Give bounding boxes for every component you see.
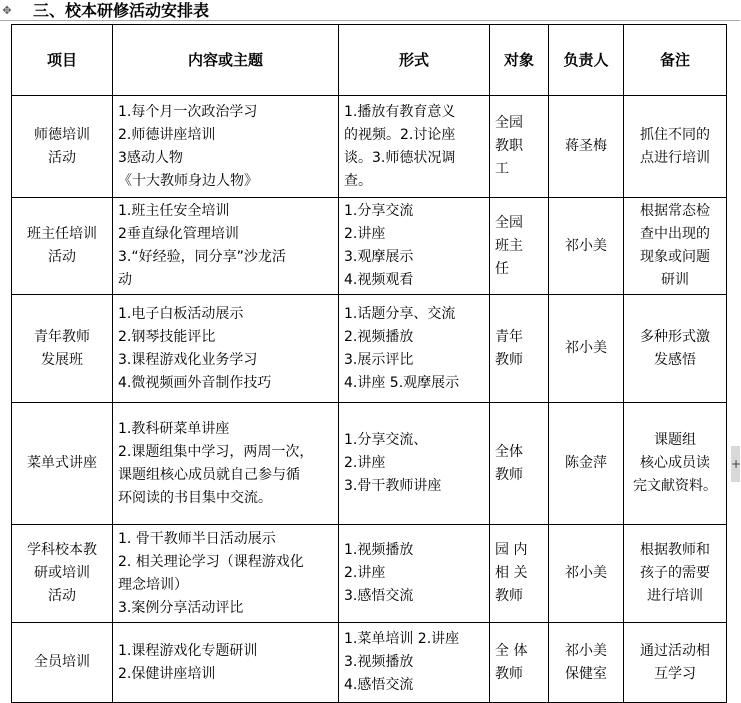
target-cell-line: 任 [495, 260, 509, 277]
expand-tab[interactable]: + [731, 446, 740, 482]
owner-cell-line: 陈金萍 [565, 455, 607, 471]
form-cell-line: 2.视频播放 [344, 328, 414, 345]
table-row [12, 96, 727, 198]
form-cell [339, 295, 490, 403]
note-cell-line: 孩子的需要 [640, 565, 710, 581]
project-cell-line: 全员培训 [34, 654, 90, 670]
content-cell-line: 2.钢琴技能评比 [118, 328, 216, 345]
form-cell [339, 623, 490, 703]
header-form: 形式 [339, 25, 490, 96]
note-cell-line: 根据教师和 [640, 542, 710, 558]
project-cell-line: 研或培训 [34, 565, 90, 581]
note-cell [624, 623, 727, 703]
form-cell-line: 2.讲座 [344, 565, 386, 581]
target-cell-line: 教师 [495, 466, 523, 483]
target-cell-line: 相 关 [495, 565, 528, 581]
project-cell-line: 活动 [48, 249, 76, 265]
owner-cell-line: 保健室 [565, 665, 607, 682]
note-cell-line: 通过活动相 [640, 642, 710, 659]
content-cell [113, 525, 339, 623]
content-cell-line: 1.电子白板活动展示 [118, 305, 244, 322]
note-cell [624, 96, 727, 198]
note-cell [624, 525, 727, 623]
project-cell [12, 295, 113, 403]
target-cell-line: 园 内 [495, 542, 528, 558]
content-cell-line: 理念培训） [118, 576, 188, 593]
target-cell-line: 教师 [495, 665, 523, 682]
content-cell-line: 1.每个月一次政治学习 [118, 103, 258, 120]
form-cell-line: 4.讲座 5.观摩展示 [344, 374, 460, 391]
content-cell-line: 1.教科研菜单讲座 [118, 420, 230, 437]
target-cell-line: 工 [495, 161, 509, 177]
owner-cell [549, 403, 624, 525]
form-cell-line: 3.视频播放 [344, 654, 414, 670]
header-content: 内容或主题 [113, 25, 339, 96]
note-cell-line: 多种形式激 [640, 328, 710, 345]
note-cell [624, 198, 727, 295]
form-cell-line: 3.展示评比 [344, 351, 414, 368]
table-row [12, 295, 727, 403]
content-cell-line: 3.课程游戏化业务学习 [118, 351, 258, 368]
project-cell-line: 师德培训 [34, 126, 90, 143]
table-row [12, 525, 727, 623]
form-cell-line: 4.感悟交流 [344, 677, 414, 693]
target-cell [490, 295, 549, 403]
content-cell-line: 4.微视频画外音制作技巧 [118, 374, 272, 391]
header-project: 项目 [12, 25, 113, 96]
content-cell-line: 2垂直绿化管理培训 [118, 226, 239, 242]
table-row [12, 623, 727, 703]
target-cell [490, 623, 549, 703]
content-cell-line: 3感动人物 [118, 149, 183, 166]
content-cell-line: 环阅读的书目集中交流。 [118, 489, 272, 506]
content-cell [113, 403, 339, 525]
content-cell-line: 1. 骨干教师半日活动展示 [118, 530, 276, 547]
project-cell-line: 菜单式讲座 [27, 455, 97, 471]
target-cell [490, 403, 549, 525]
content-cell-line: 3.“好经验，同分享”沙龙活 [118, 249, 286, 265]
note-cell-line: 查中出现的 [640, 226, 710, 242]
owner-cell [549, 198, 624, 295]
form-cell-line: 的视频。2.讨论座 [344, 126, 456, 143]
note-cell-line: 现象或问题 [640, 249, 710, 265]
form-cell [339, 403, 490, 525]
content-cell-line: 课题组核心成员就自己参与循 [118, 466, 300, 483]
form-cell-line: 1.播放有教育意义 [344, 103, 456, 120]
project-cell [12, 623, 113, 703]
project-cell [12, 403, 113, 525]
project-cell [12, 198, 113, 295]
table-row [12, 403, 727, 525]
content-cell-line: 1.课程游戏化专题研训 [118, 642, 258, 659]
note-cell-line: 研训 [661, 272, 689, 288]
target-cell-line: 班主 [495, 237, 523, 254]
owner-cell [549, 295, 624, 403]
owner-cell-line: 祁小美 [565, 565, 607, 581]
target-cell [490, 96, 549, 198]
form-cell-line: 2.讲座 [344, 226, 386, 242]
target-cell-line: 全园 [495, 115, 523, 131]
target-cell-line: 青年 [495, 328, 523, 345]
form-cell-line: 1.菜单培训 2.讲座 [344, 631, 460, 647]
owner-cell [549, 96, 624, 198]
owner-cell-line: 祁小美 [565, 340, 607, 356]
content-cell [113, 96, 339, 198]
table-move-handle-icon[interactable]: ✥ [2, 4, 12, 17]
owner-cell-line: 祁小美 [565, 642, 607, 659]
form-cell [339, 525, 490, 623]
form-cell-line: 查。 [344, 172, 372, 189]
training-schedule-table [11, 24, 727, 703]
owner-cell-line: 蒋圣梅 [565, 138, 607, 154]
form-cell [339, 198, 490, 295]
target-cell-line: 全园 [495, 214, 523, 231]
content-cell-line: 2.师德讲座培训 [118, 126, 216, 143]
owner-cell [549, 623, 624, 703]
project-cell-line: 发展班 [41, 351, 83, 368]
project-cell-line: 班主任培训 [27, 226, 97, 242]
header-note: 备注 [624, 25, 727, 96]
form-cell-line: 谈。3.师德状况调 [344, 149, 456, 166]
section-title: 三、校本研修活动安排表 [33, 1, 210, 20]
form-cell-line: 3.感悟交流 [344, 588, 414, 604]
note-cell [624, 403, 727, 525]
table-header-row [12, 25, 727, 96]
target-cell [490, 525, 549, 623]
target-cell [490, 198, 549, 295]
target-cell-line: 教职 [495, 138, 523, 154]
content-cell [113, 295, 339, 403]
form-cell-line: 2.讲座 [344, 455, 386, 471]
content-cell-line: 动 [118, 272, 132, 288]
header-target: 对象 [490, 25, 549, 96]
note-cell-line: 发感悟 [654, 351, 696, 368]
content-cell-line: 2.课题组集中学习，两周一次， [118, 443, 314, 460]
form-cell-line: 1.视频播放 [344, 542, 414, 558]
project-cell-line: 活动 [48, 588, 76, 604]
note-cell-line: 互学习 [654, 665, 696, 682]
content-cell-line: 2. 相关理论学习（课程游戏化 [118, 553, 304, 570]
owner-cell-line: 祁小美 [565, 237, 607, 254]
note-cell-line: 抓住不同的 [640, 126, 710, 143]
form-cell-line: 3.观摩展示 [344, 249, 414, 265]
project-cell-line: 青年教师 [34, 328, 90, 345]
note-cell-line: 完文献资料。 [633, 478, 717, 494]
form-cell-line: 1.分享交流、 [344, 432, 428, 448]
owner-cell [549, 525, 624, 623]
project-cell [12, 96, 113, 198]
content-cell-line: 1.班主任安全培训 [118, 203, 230, 219]
header-owner: 负责人 [549, 25, 624, 96]
target-cell-line: 全体 [495, 443, 523, 460]
form-cell [339, 96, 490, 198]
note-cell-line: 进行培训 [647, 588, 703, 604]
content-cell [113, 198, 339, 295]
form-cell-line: 1.分享交流 [344, 203, 414, 219]
target-cell-line: 教师 [495, 351, 523, 368]
target-cell-line: 教师 [495, 588, 523, 604]
project-cell-line: 活动 [48, 149, 76, 166]
note-cell-line: 课题组 [654, 432, 696, 448]
content-cell [113, 623, 339, 703]
note-cell [624, 295, 727, 403]
project-cell-line: 学科校本教 [27, 542, 97, 558]
form-cell-line: 3.骨干教师讲座 [344, 478, 442, 494]
project-cell [12, 525, 113, 623]
target-cell-line: 全 体 [495, 642, 528, 659]
content-cell-line: 《十大教师身边人物》 [118, 172, 258, 189]
content-cell-line: 2.保健讲座培训 [118, 665, 216, 682]
content-cell-line: 3.案例分享活动评比 [118, 599, 244, 616]
table-row [12, 198, 727, 295]
note-cell-line: 根据常态检 [640, 203, 710, 219]
note-cell-line: 点进行培训 [640, 149, 710, 166]
form-cell-line: 1.话题分享、交流 [344, 305, 456, 322]
form-cell-line: 4.视频观看 [344, 272, 414, 288]
note-cell-line: 核心成员读 [640, 455, 710, 471]
